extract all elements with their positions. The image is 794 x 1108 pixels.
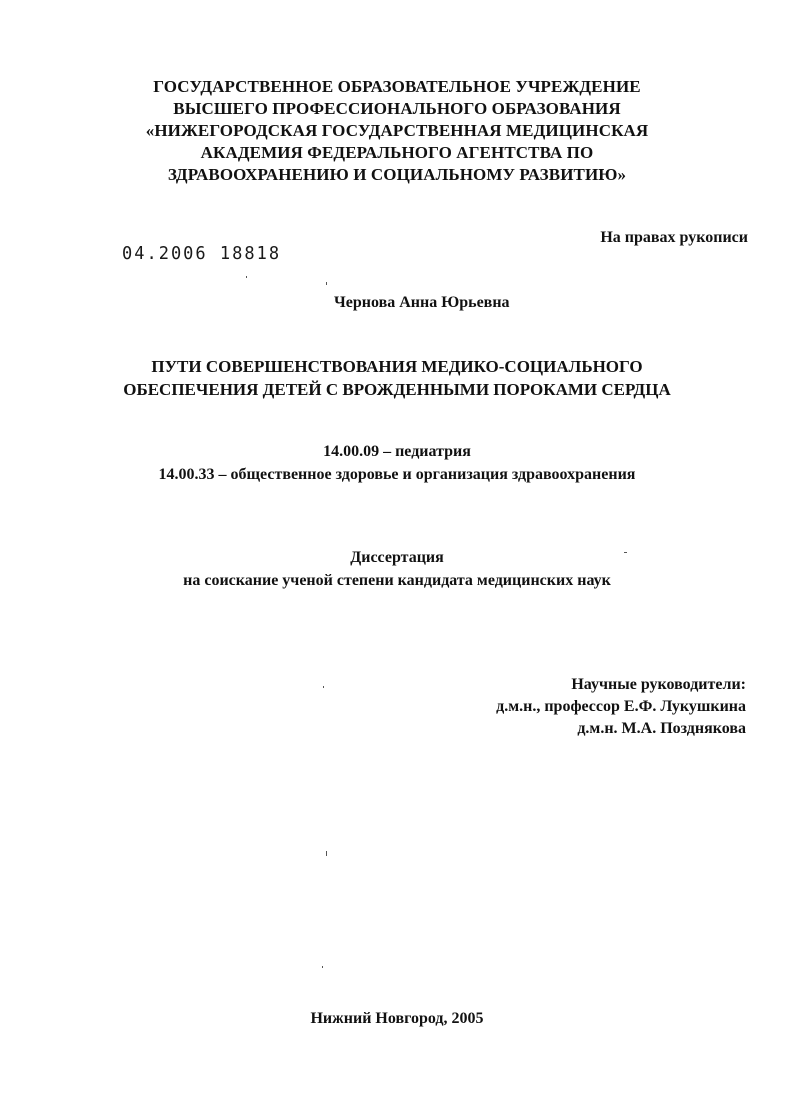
specialty-2: 14.00.33 – общественное здоровье и организация здравоохранения — [158, 466, 636, 483]
scan-speck — [322, 966, 323, 968]
dissertation-degree: на соискание ученой степени кандидата медицинских наук — [183, 572, 611, 589]
place-and-year: Нижний Новгород, 2005 — [310, 1010, 484, 1027]
scan-speck — [326, 282, 327, 285]
thesis-title-line-2: ОБЕСПЕЧЕНИЯ ДЕТЕЙ С ВРОЖДЕННЫМИ ПОРОКАМИ СЕРДЦА — [123, 380, 671, 399]
manuscript-note: На правах рукописи — [600, 229, 748, 246]
specialty-1: 14.00.09 – педиатрия — [323, 443, 471, 460]
advisors-block — [496, 674, 746, 740]
scan-speck — [624, 552, 627, 553]
institution-line-3: «НИЖЕГОРОДСКАЯ ГОСУДАРСТВЕННАЯ МЕДИЦИНСКАЯ — [145, 121, 649, 140]
scan-speck — [326, 851, 327, 856]
scan-speck — [323, 686, 324, 688]
institution-line-4: АКАДЕМИЯ ФЕДЕРАЛЬНОГО АГЕНТСТВА ПО — [200, 143, 594, 162]
institution-line-1: ГОСУДАРСТВЕННОЕ ОБРАЗОВАТЕЛЬНОЕ УЧРЕЖДЕНИЕ — [153, 77, 641, 96]
scan-speck — [246, 276, 247, 278]
advisors-heading: Научные руководители: — [571, 676, 746, 693]
dissertation-label: Диссертация — [350, 549, 444, 566]
library-stamp-number: 04.2006 18818 — [122, 243, 282, 265]
thesis-title-line-1: ПУТИ СОВЕРШЕНСТВОВАНИЯ МЕДИКО-СОЦИАЛЬНОГО — [151, 357, 643, 376]
author-name: Чернова Анна Юрьевна — [334, 294, 510, 311]
institution-line-5: ЗДРАВООХРАНЕНИЮ И СОЦИАЛЬНОМУ РАЗВИТИЮ» — [167, 165, 627, 184]
institution-line-2: ВЫСШЕГО ПРОФЕССИОНАЛЬНОГО ОБРАЗОВАНИЯ — [173, 99, 621, 118]
advisor-2: д.м.н. М.А. Позднякова — [577, 720, 746, 737]
advisor-1: д.м.н., профессор Е.Ф. Лукушкина — [496, 698, 746, 715]
